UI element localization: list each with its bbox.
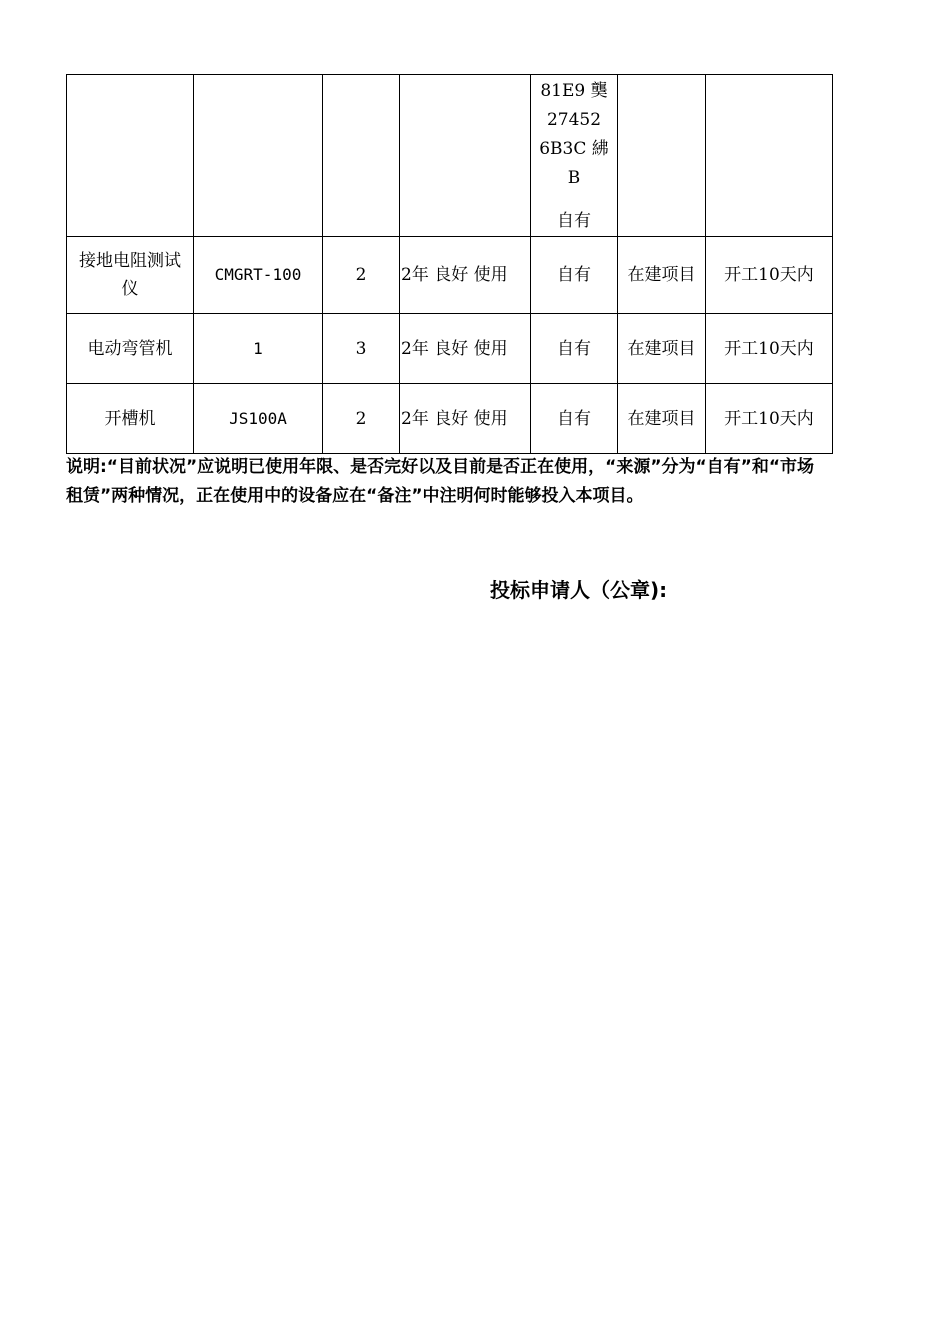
equipment-source: 自有 [531, 314, 618, 384]
equipment-status: 2年 良好 使用 [400, 237, 531, 314]
applicant-seal-label: 投标申请人（公章): [490, 578, 668, 602]
equipment-qty: 3 [323, 314, 400, 384]
equipment-note: 开工10天内 [706, 237, 833, 314]
equipment-location: 在建项目 [618, 314, 706, 384]
table-row [67, 314, 833, 384]
model-cell [194, 75, 323, 237]
equipment-name: 开槽机 [67, 384, 194, 454]
equipment-location: 在建项目 [618, 384, 706, 454]
status-cell [400, 75, 531, 237]
table-row [67, 384, 833, 454]
table-row-continued [67, 75, 833, 237]
equipment-name: 电动弯管机 [67, 314, 194, 384]
name-cell [67, 75, 194, 237]
note-cell [706, 75, 833, 237]
source-line: 6B3C 紼B [539, 139, 609, 188]
equipment-note: 开工10天内 [706, 314, 833, 384]
equipment-location: 在建项目 [618, 237, 706, 314]
equipment-name: 接地电阻测试仪 [67, 237, 194, 314]
location-cell [618, 75, 706, 237]
source-line: 自有 [557, 211, 591, 231]
equipment-qty: 2 [323, 384, 400, 454]
equipment-model: 1 [194, 314, 323, 384]
equipment-status: 2年 良好 使用 [400, 314, 531, 384]
equipment-note: 开工10天内 [706, 384, 833, 454]
explanation-note: 说明:“目前状况”应说明已使用年限、是否完好以及目前是否正在使用，“来源”分为“自有”和“市场租赁”两种情况，正在使用中的设备应在“备注”中注明何时能够投入本项目。 [66, 457, 815, 506]
qty-cell [323, 75, 400, 237]
equipment-qty: 2 [323, 237, 400, 314]
equipment-source: 自有 [531, 384, 618, 454]
source-line: 81E9 龑 [540, 81, 608, 101]
equipment-model: CMGRT-100 [194, 237, 323, 314]
equipment-source: 自有 [531, 237, 618, 314]
source-cell [531, 75, 618, 237]
equipment-status: 2年 良好 使用 [400, 384, 531, 454]
equipment-model: JS100A [194, 384, 323, 454]
source-line: 27452 [546, 110, 602, 130]
equipment-table [66, 74, 833, 454]
table-row [67, 237, 833, 314]
